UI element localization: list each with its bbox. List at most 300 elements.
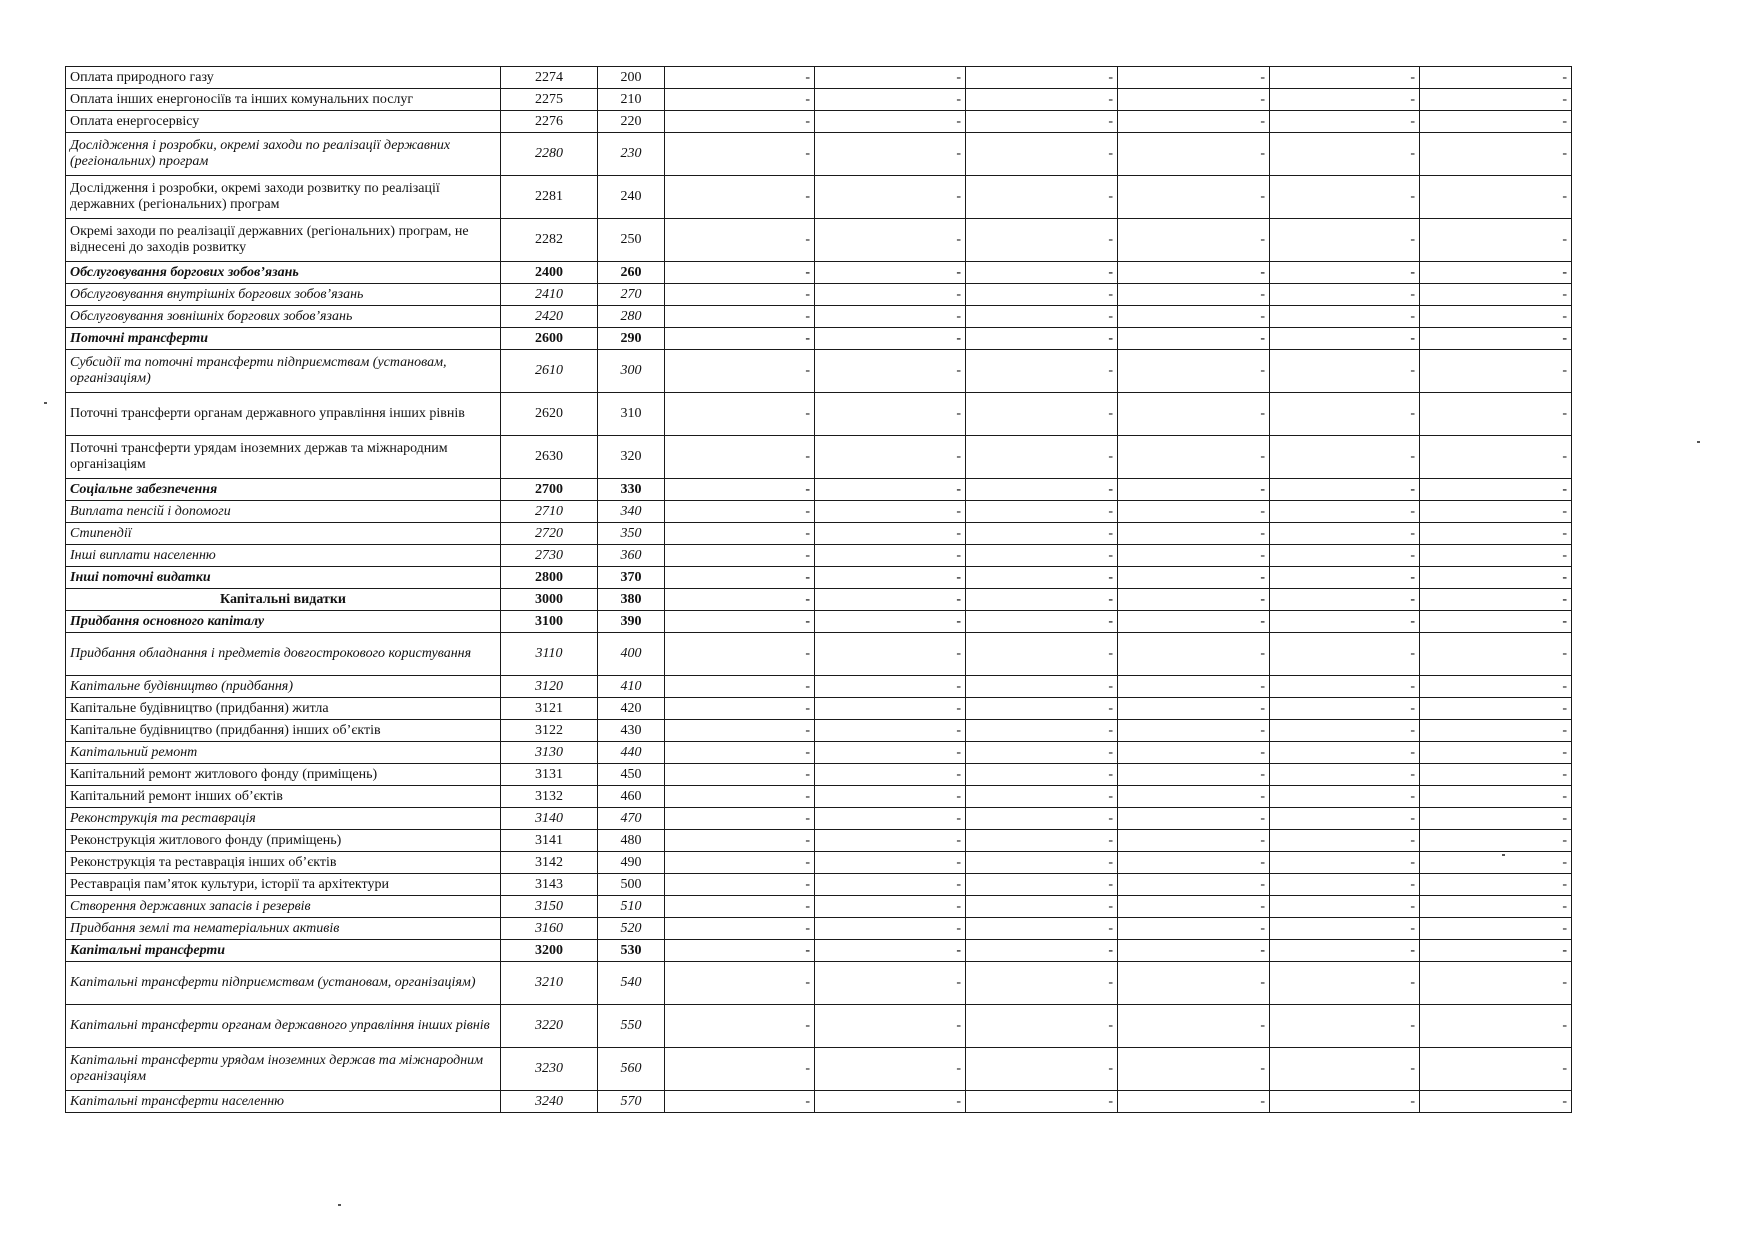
row-code: 320 [598, 436, 665, 479]
table-row [66, 523, 1572, 545]
table-row [66, 962, 1572, 1005]
value-cell: - [815, 284, 966, 306]
value-cell: - [1118, 896, 1270, 918]
value-cell: - [1118, 67, 1270, 89]
value-cell: - [1420, 720, 1572, 742]
value-cell: - [1270, 1091, 1420, 1113]
value-cell: - [815, 720, 966, 742]
value-cell: - [815, 874, 966, 896]
kekv-code: 3160 [501, 918, 598, 940]
budget-sheet [65, 66, 1571, 1113]
table-row [66, 306, 1572, 328]
value-cell: - [665, 1005, 815, 1048]
value-cell: - [665, 1091, 815, 1113]
row-code: 500 [598, 874, 665, 896]
value-cell: - [966, 830, 1118, 852]
table-row [66, 479, 1572, 501]
table-row [66, 133, 1572, 176]
value-cell: - [1118, 436, 1270, 479]
value-cell: - [1420, 436, 1572, 479]
row-code: 540 [598, 962, 665, 1005]
value-cell: - [815, 523, 966, 545]
value-cell: - [1420, 67, 1572, 89]
kekv-code: 3140 [501, 808, 598, 830]
value-cell: - [1270, 176, 1420, 219]
value-cell: - [1420, 786, 1572, 808]
value-cell: - [966, 1091, 1118, 1113]
row-code: 270 [598, 284, 665, 306]
row-code: 460 [598, 786, 665, 808]
value-cell: - [1118, 306, 1270, 328]
value-cell: - [966, 852, 1118, 874]
value-cell: - [1420, 1005, 1572, 1048]
kekv-code: 2400 [501, 262, 598, 284]
value-cell: - [966, 479, 1118, 501]
row-name: Поточні трансферти [66, 328, 501, 350]
table-row [66, 89, 1572, 111]
value-cell: - [1270, 479, 1420, 501]
value-cell: - [1270, 306, 1420, 328]
scan-speck [338, 1204, 341, 1206]
kekv-code: 3150 [501, 896, 598, 918]
value-cell: - [665, 830, 815, 852]
value-cell: - [665, 962, 815, 1005]
value-cell: - [966, 284, 1118, 306]
value-cell: - [966, 67, 1118, 89]
row-code: 570 [598, 1091, 665, 1113]
value-cell: - [1118, 393, 1270, 436]
value-cell: - [1270, 742, 1420, 764]
table-row [66, 896, 1572, 918]
table-row [66, 545, 1572, 567]
value-cell: - [966, 567, 1118, 589]
value-cell: - [815, 764, 966, 786]
value-cell: - [1118, 742, 1270, 764]
value-cell: - [815, 306, 966, 328]
value-cell: - [665, 89, 815, 111]
value-cell: - [665, 545, 815, 567]
row-code: 420 [598, 698, 665, 720]
value-cell: - [1270, 436, 1420, 479]
value-cell: - [966, 436, 1118, 479]
row-code: 470 [598, 808, 665, 830]
value-cell: - [1118, 698, 1270, 720]
value-cell: - [1270, 567, 1420, 589]
value-cell: - [966, 786, 1118, 808]
kekv-code: 3143 [501, 874, 598, 896]
value-cell: - [815, 940, 966, 962]
value-cell: - [1420, 830, 1572, 852]
value-cell: - [1270, 962, 1420, 1005]
value-cell: - [1420, 111, 1572, 133]
value-cell: - [815, 918, 966, 940]
value-cell: - [665, 262, 815, 284]
table-row [66, 1005, 1572, 1048]
table-row [66, 698, 1572, 720]
kekv-code: 2800 [501, 567, 598, 589]
value-cell: - [1118, 611, 1270, 633]
value-cell: - [1270, 589, 1420, 611]
row-name: Реставрація пам’яток культури, історії та архітектури [66, 874, 501, 896]
value-cell: - [665, 67, 815, 89]
value-cell: - [815, 1048, 966, 1091]
value-cell: - [815, 545, 966, 567]
value-cell: - [1420, 89, 1572, 111]
value-cell: - [815, 67, 966, 89]
value-cell: - [1270, 698, 1420, 720]
kekv-code: 3110 [501, 633, 598, 676]
row-code: 510 [598, 896, 665, 918]
value-cell: - [1118, 89, 1270, 111]
kekv-code: 2420 [501, 306, 598, 328]
value-cell: - [1118, 350, 1270, 393]
value-cell: - [1118, 874, 1270, 896]
value-cell: - [966, 808, 1118, 830]
value-cell: - [1118, 567, 1270, 589]
value-cell: - [1270, 328, 1420, 350]
table-row [66, 1048, 1572, 1091]
kekv-code: 2276 [501, 111, 598, 133]
value-cell: - [1270, 111, 1420, 133]
value-cell: - [1420, 479, 1572, 501]
row-code: 290 [598, 328, 665, 350]
scan-speck [44, 402, 47, 404]
kekv-code: 3210 [501, 962, 598, 1005]
value-cell: - [1420, 262, 1572, 284]
value-cell: - [1118, 133, 1270, 176]
value-cell: - [665, 742, 815, 764]
value-cell: - [966, 698, 1118, 720]
value-cell: - [665, 852, 815, 874]
kekv-code: 3122 [501, 720, 598, 742]
value-cell: - [665, 501, 815, 523]
row-code: 530 [598, 940, 665, 962]
value-cell: - [1118, 633, 1270, 676]
value-cell: - [1420, 1091, 1572, 1113]
value-cell: - [665, 176, 815, 219]
kekv-code: 2600 [501, 328, 598, 350]
row-name: Оплата природного газу [66, 67, 501, 89]
value-cell: - [1270, 262, 1420, 284]
row-name: Виплата пенсій і допомоги [66, 501, 501, 523]
row-name: Обслуговування зовнішніх боргових зобов’язань [66, 306, 501, 328]
value-cell: - [815, 698, 966, 720]
value-cell: - [966, 720, 1118, 742]
value-cell: - [966, 501, 1118, 523]
value-cell: - [1118, 676, 1270, 698]
kekv-code: 2282 [501, 219, 598, 262]
row-name: Капітальний ремонт [66, 742, 501, 764]
value-cell: - [966, 523, 1118, 545]
value-cell: - [966, 306, 1118, 328]
value-cell: - [815, 393, 966, 436]
row-name: Субсидії та поточні трансферти підприємствам (установам, організаціям) [66, 350, 501, 393]
value-cell: - [815, 589, 966, 611]
row-name: Поточні трансферти органам державного управління інших рівнів [66, 393, 501, 436]
kekv-code: 3141 [501, 830, 598, 852]
kekv-code: 2730 [501, 545, 598, 567]
row-code: 520 [598, 918, 665, 940]
value-cell: - [1270, 501, 1420, 523]
value-cell: - [1118, 111, 1270, 133]
row-name: Оплата інших енергоносіїв та інших комунальних послуг [66, 89, 501, 111]
row-code: 310 [598, 393, 665, 436]
kekv-code: 3131 [501, 764, 598, 786]
value-cell: - [1118, 962, 1270, 1005]
value-cell: - [1270, 219, 1420, 262]
row-code: 240 [598, 176, 665, 219]
kekv-code: 2610 [501, 350, 598, 393]
value-cell: - [1270, 523, 1420, 545]
table-row [66, 786, 1572, 808]
kekv-code: 3142 [501, 852, 598, 874]
value-cell: - [665, 479, 815, 501]
value-cell: - [815, 786, 966, 808]
table-row [66, 940, 1572, 962]
value-cell: - [815, 89, 966, 111]
row-name: Реконструкція та реставрація [66, 808, 501, 830]
row-code: 370 [598, 567, 665, 589]
value-cell: - [665, 436, 815, 479]
value-cell: - [966, 633, 1118, 676]
kekv-code: 3000 [501, 589, 598, 611]
value-cell: - [815, 501, 966, 523]
value-cell: - [1420, 896, 1572, 918]
row-code: 450 [598, 764, 665, 786]
row-code: 330 [598, 479, 665, 501]
value-cell: - [1270, 676, 1420, 698]
value-cell: - [665, 633, 815, 676]
value-cell: - [966, 393, 1118, 436]
row-name: Капітальні трансферти урядам іноземних держав та міжнародним організаціям [66, 1048, 501, 1091]
kekv-code: 3132 [501, 786, 598, 808]
value-cell: - [1118, 523, 1270, 545]
value-cell: - [966, 1048, 1118, 1091]
value-cell: - [966, 742, 1118, 764]
value-cell: - [665, 133, 815, 176]
value-cell: - [815, 479, 966, 501]
row-code: 250 [598, 219, 665, 262]
value-cell: - [1420, 133, 1572, 176]
kekv-code: 2700 [501, 479, 598, 501]
value-cell: - [815, 1091, 966, 1113]
value-cell: - [1118, 764, 1270, 786]
value-cell: - [1118, 918, 1270, 940]
table-row [66, 67, 1572, 89]
row-code: 340 [598, 501, 665, 523]
row-name: Капітальний ремонт інших об’єктів [66, 786, 501, 808]
value-cell: - [966, 262, 1118, 284]
value-cell: - [1270, 284, 1420, 306]
value-cell: - [1118, 720, 1270, 742]
scan-speck [1502, 854, 1505, 856]
table-row [66, 676, 1572, 698]
row-name: Окремі заходи по реалізації державних (регіональних) програм, не віднесені до заходів розвитку [66, 219, 501, 262]
value-cell: - [1270, 1048, 1420, 1091]
scan-speck [1697, 441, 1700, 443]
row-code: 400 [598, 633, 665, 676]
value-cell: - [1118, 1048, 1270, 1091]
value-cell: - [1420, 808, 1572, 830]
value-cell: - [815, 436, 966, 479]
kekv-code: 3230 [501, 1048, 598, 1091]
value-cell: - [815, 742, 966, 764]
budget-table [65, 66, 1572, 1113]
row-code: 490 [598, 852, 665, 874]
table-row [66, 350, 1572, 393]
value-cell: - [815, 852, 966, 874]
value-cell: - [1118, 219, 1270, 262]
value-cell: - [665, 219, 815, 262]
value-cell: - [966, 676, 1118, 698]
row-name: Соціальне забезпечення [66, 479, 501, 501]
value-cell: - [966, 940, 1118, 962]
value-cell: - [1420, 918, 1572, 940]
value-cell: - [1270, 808, 1420, 830]
value-cell: - [665, 306, 815, 328]
row-code: 210 [598, 89, 665, 111]
kekv-code: 3121 [501, 698, 598, 720]
row-name: Капітальні трансферти підприємствам (установам, організаціям) [66, 962, 501, 1005]
value-cell: - [1420, 306, 1572, 328]
table-row [66, 589, 1572, 611]
value-cell: - [1420, 940, 1572, 962]
value-cell: - [1118, 479, 1270, 501]
value-cell: - [815, 962, 966, 1005]
value-cell: - [665, 808, 815, 830]
kekv-code: 3220 [501, 1005, 598, 1048]
row-code: 440 [598, 742, 665, 764]
value-cell: - [815, 133, 966, 176]
row-code: 560 [598, 1048, 665, 1091]
table-row [66, 219, 1572, 262]
value-cell: - [966, 328, 1118, 350]
table-row [66, 262, 1572, 284]
row-code: 200 [598, 67, 665, 89]
value-cell: - [966, 133, 1118, 176]
value-cell: - [815, 350, 966, 393]
value-cell: - [1118, 852, 1270, 874]
value-cell: - [1118, 176, 1270, 219]
value-cell: - [1420, 633, 1572, 676]
value-cell: - [1270, 852, 1420, 874]
row-name: Обслуговування внутрішніх боргових зобов’язань [66, 284, 501, 306]
kekv-code: 2620 [501, 393, 598, 436]
row-name: Поточні трансферти урядам іноземних держав та міжнародним організаціям [66, 436, 501, 479]
value-cell: - [1118, 940, 1270, 962]
value-cell: - [966, 611, 1118, 633]
value-cell: - [815, 219, 966, 262]
value-cell: - [1420, 328, 1572, 350]
value-cell: - [1420, 874, 1572, 896]
value-cell: - [1420, 1048, 1572, 1091]
kekv-code: 2630 [501, 436, 598, 479]
value-cell: - [1420, 545, 1572, 567]
value-cell: - [1270, 720, 1420, 742]
kekv-code: 2280 [501, 133, 598, 176]
row-code: 300 [598, 350, 665, 393]
value-cell: - [1270, 918, 1420, 940]
value-cell: - [665, 940, 815, 962]
table-row [66, 764, 1572, 786]
value-cell: - [1420, 611, 1572, 633]
value-cell: - [966, 896, 1118, 918]
row-code: 350 [598, 523, 665, 545]
value-cell: - [966, 874, 1118, 896]
row-code: 360 [598, 545, 665, 567]
value-cell: - [966, 89, 1118, 111]
row-code: 430 [598, 720, 665, 742]
table-row [66, 633, 1572, 676]
value-cell: - [1270, 830, 1420, 852]
kekv-code: 3120 [501, 676, 598, 698]
value-cell: - [815, 611, 966, 633]
table-body [66, 67, 1572, 1113]
kekv-code: 2410 [501, 284, 598, 306]
value-cell: - [1420, 219, 1572, 262]
value-cell: - [966, 1005, 1118, 1048]
value-cell: - [1420, 501, 1572, 523]
value-cell: - [815, 262, 966, 284]
value-cell: - [966, 545, 1118, 567]
value-cell: - [966, 111, 1118, 133]
table-row [66, 918, 1572, 940]
row-name: Реконструкція житлового фонду (приміщень) [66, 830, 501, 852]
value-cell: - [665, 786, 815, 808]
value-cell: - [1420, 393, 1572, 436]
row-name: Інші поточні видатки [66, 567, 501, 589]
table-row [66, 284, 1572, 306]
value-cell: - [665, 350, 815, 393]
row-name: Оплата енергосервісу [66, 111, 501, 133]
value-cell: - [1118, 545, 1270, 567]
value-cell: - [665, 698, 815, 720]
value-cell: - [1420, 698, 1572, 720]
value-cell: - [665, 393, 815, 436]
value-cell: - [1118, 284, 1270, 306]
value-cell: - [966, 962, 1118, 1005]
row-code: 390 [598, 611, 665, 633]
table-row [66, 501, 1572, 523]
value-cell: - [815, 808, 966, 830]
table-row [66, 742, 1572, 764]
value-cell: - [1420, 523, 1572, 545]
kekv-code: 2710 [501, 501, 598, 523]
row-name: Придбання основного капіталу [66, 611, 501, 633]
value-cell: - [1420, 676, 1572, 698]
row-name: Капітальне будівництво (придбання) [66, 676, 501, 698]
table-row [66, 393, 1572, 436]
kekv-code: 3240 [501, 1091, 598, 1113]
value-cell: - [815, 633, 966, 676]
value-cell: - [815, 896, 966, 918]
value-cell: - [665, 523, 815, 545]
table-row [66, 874, 1572, 896]
value-cell: - [665, 918, 815, 940]
value-cell: - [665, 328, 815, 350]
kekv-code: 2281 [501, 176, 598, 219]
value-cell: - [815, 830, 966, 852]
row-code: 220 [598, 111, 665, 133]
row-code: 480 [598, 830, 665, 852]
value-cell: - [1420, 764, 1572, 786]
row-code: 550 [598, 1005, 665, 1048]
value-cell: - [1270, 786, 1420, 808]
table-row [66, 830, 1572, 852]
value-cell: - [1270, 545, 1420, 567]
value-cell: - [966, 219, 1118, 262]
kekv-code: 3200 [501, 940, 598, 962]
